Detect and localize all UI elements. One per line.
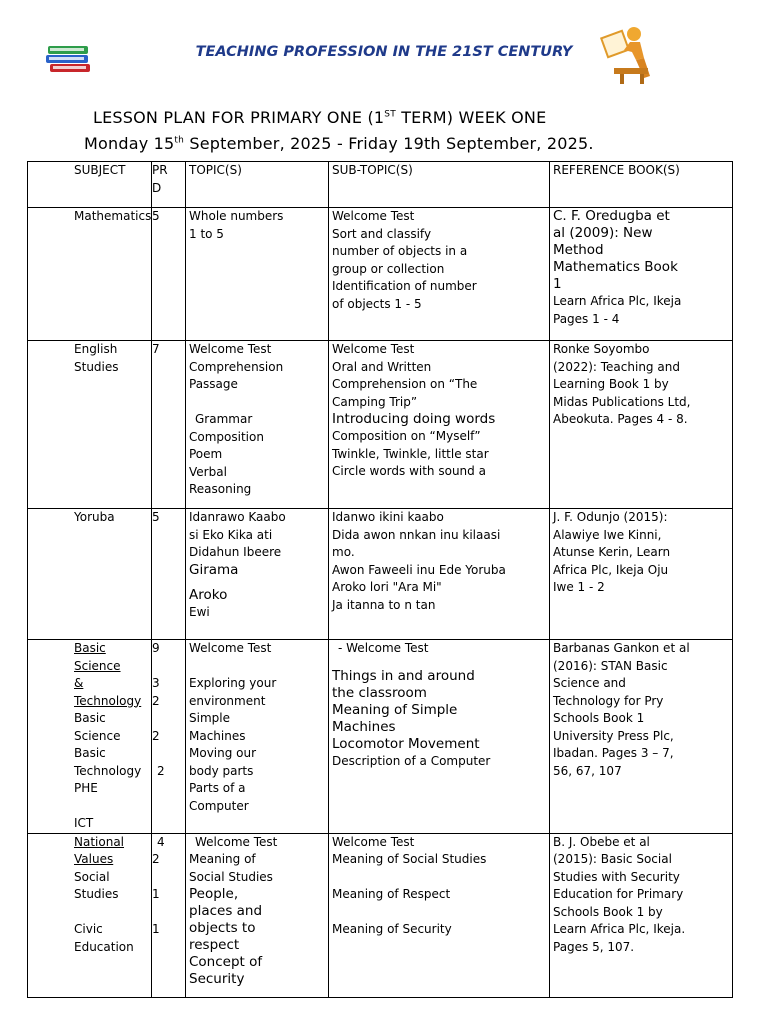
- subject-cell: National Values Social Studies Civic Education: [28, 833, 152, 997]
- subtopic-cell: - Welcome Test Things in and around the classroom Meaning of Simple Machines Locomotor Movement Description of a Computer: [329, 640, 550, 834]
- lesson-plan-table: [27, 161, 733, 998]
- column-header-prd: PR D: [152, 162, 186, 208]
- date-range: Monday 15th September, 2025 - Friday 19th September, 2025.: [84, 134, 594, 153]
- column-header-subtopic: SUB-TOPIC(S): [329, 162, 550, 208]
- reference-cell: J. F. Odunjo (2015): Alawiye Iwe Kinni, Atunse Kerin, Learn Africa Plc, Ikeja Oju Iwe 1 - 2: [550, 509, 733, 640]
- column-header-topic: TOPIC(S): [186, 162, 329, 208]
- table-row: [28, 208, 733, 341]
- prd-cell: 9 3 2 2 2: [152, 640, 186, 834]
- prd-cell: 5: [152, 509, 186, 640]
- figure-reading-book-icon: [600, 24, 656, 86]
- subtopic-cell: Idanwo ikini kaabo Dida awon nnkan inu kilaasi mo. Awon Faweeli inu Ede Yoruba Aroko lori "Ara Mi" Ja itanna to n tan: [329, 509, 550, 640]
- reference-cell: Ronke Soyombo (2022): Teaching and Learning Book 1 by Midas Publications Ltd, Abeokuta. Pages 4 - 8.: [550, 341, 733, 509]
- prd-cell: 7: [152, 341, 186, 509]
- reference-cell: C. F. Oredugba et al (2009): New Method Mathematics Book 1 Learn Africa Plc, Ikeja Pages 1 - 4: [550, 208, 733, 341]
- reference-cell: Barbanas Gankon et al (2016): STAN Basic Science and Technology for Pry Schools Book 1 University Press Plc, Ibadan. Pages 3 – 7, 56, 67, 107: [550, 640, 733, 834]
- topic-cell: Idanrawo Kaabo si Eko Kika ati Didahun Ibeere Girama Aroko Ewi: [186, 509, 329, 640]
- table-row: [28, 341, 733, 509]
- reference-cell: B. J. Obebe et al (2015): Basic Social Studies with Security Education for Primary Schools Book 1 by Learn Africa Plc, Ikeja. Pages 5, 107.: [550, 833, 733, 997]
- header-title: TEACHING PROFESSION IN THE 21ST CENTURY: [195, 44, 573, 60]
- subject-cell: Basic Science & Technology Basic Science Basic Technology PHE ICT: [28, 640, 152, 834]
- subject-cell: English Studies: [28, 341, 152, 509]
- table-header-row: [28, 162, 733, 208]
- topic-cell: Welcome Test Meaning of Social Studies People, places and objects to respect Concept of Security: [186, 833, 329, 997]
- topic-cell: Welcome Test Exploring your environment Simple Machines Moving our body parts Parts of a Computer: [186, 640, 329, 834]
- topic-cell: Welcome Test Comprehension Passage Grammar Composition Poem Verbal Reasoning: [186, 341, 329, 509]
- subtopic-cell: Welcome Test Oral and Written Comprehension on “The Camping Trip” Introducing doing words Composition on “Myself” Twinkle, Twinkle, little star Circle words with sound a: [329, 341, 550, 509]
- column-header-reference: REFERENCE BOOK(S): [550, 162, 733, 208]
- table-row: [28, 509, 733, 640]
- prd-cell: 5: [152, 208, 186, 341]
- table-row: [28, 833, 733, 997]
- topic-cell: Whole numbers 1 to 5: [186, 208, 329, 341]
- column-header-subject: SUBJECT: [28, 162, 152, 208]
- subtopic-cell: Welcome Test Meaning of Social Studies Meaning of Respect Meaning of Security: [329, 833, 550, 997]
- lesson-plan-title: LESSON PLAN FOR PRIMARY ONE (1ST TERM) WEEK ONE: [93, 108, 547, 127]
- subject-cell: Mathematics: [28, 208, 152, 341]
- subtopic-cell: Welcome Test Sort and classify number of objects in a group or collection Identification of number of objects 1 - 5: [329, 208, 550, 341]
- subject-cell: Yoruba: [28, 509, 152, 640]
- table-row: [28, 640, 733, 834]
- prd-cell: 4 2 1 1: [152, 833, 186, 997]
